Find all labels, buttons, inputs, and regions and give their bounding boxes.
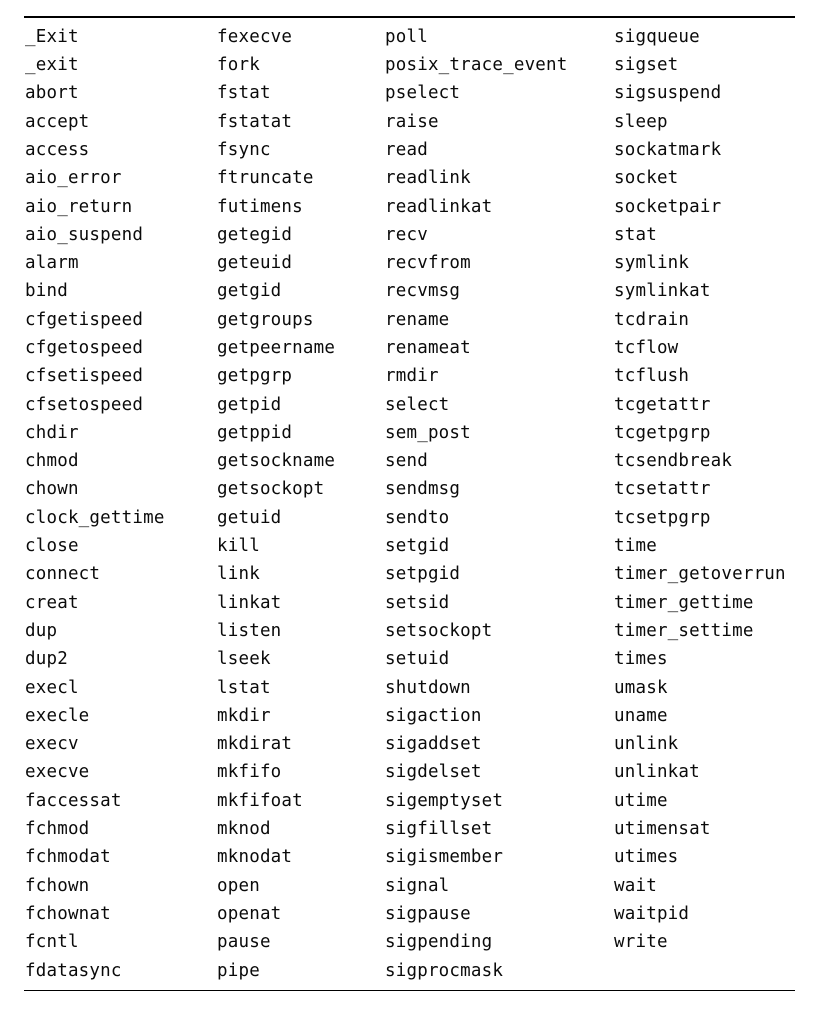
function-name-cell: _exit bbox=[25, 55, 79, 76]
function-name-cell: link bbox=[217, 564, 260, 585]
function-name-cell: sleep bbox=[614, 111, 668, 132]
function-name-cell: utimensat bbox=[614, 819, 711, 840]
function-name-cell: fchmodat bbox=[25, 847, 111, 868]
function-name-cell: connect bbox=[25, 564, 101, 585]
function-name-cell: symlinkat bbox=[614, 281, 711, 302]
function-name-cell: getgid bbox=[217, 281, 282, 302]
function-name-cell: getpid bbox=[217, 394, 282, 415]
function-name-cell: sigsuspend bbox=[614, 83, 722, 104]
function-name-cell: getpgrp bbox=[217, 366, 293, 387]
function-name-cell: mkdir bbox=[217, 705, 271, 726]
function-name-cell: tcsendbreak bbox=[614, 451, 733, 472]
function-name-cell: pipe bbox=[217, 960, 260, 981]
function-name-cell: signal bbox=[385, 875, 450, 896]
function-name-cell: execv bbox=[25, 734, 79, 755]
function-name-cell: chdir bbox=[25, 422, 79, 443]
table-bottom-rule bbox=[24, 990, 795, 992]
function-name-cell: alarm bbox=[25, 253, 79, 274]
function-name-cell: sigpending bbox=[385, 932, 493, 953]
functions-table bbox=[24, 16, 795, 991]
function-name-cell: cfsetospeed bbox=[25, 394, 144, 415]
function-name-cell: sendmsg bbox=[385, 479, 461, 500]
function-name-cell: fexecve bbox=[217, 26, 293, 47]
function-name-cell: creat bbox=[25, 592, 79, 613]
function-name-cell: cfsetispeed bbox=[25, 366, 144, 387]
function-name-cell: dup2 bbox=[25, 649, 68, 670]
function-name-cell: timer_gettime bbox=[614, 592, 754, 613]
function-name-cell: sigismember bbox=[385, 847, 504, 868]
function-name-cell: umask bbox=[614, 677, 668, 698]
function-name-cell: getsockopt bbox=[217, 479, 325, 500]
function-name-cell: write bbox=[614, 932, 668, 953]
function-name-cell: mknod bbox=[217, 819, 271, 840]
function-name-cell: timer_getoverrun bbox=[614, 564, 786, 585]
function-name-cell: fstat bbox=[217, 83, 271, 104]
function-name-cell: utime bbox=[614, 790, 668, 811]
function-name-cell: getsockname bbox=[217, 451, 336, 472]
function-name-cell: execve bbox=[25, 762, 90, 783]
function-name-cell: raise bbox=[385, 111, 439, 132]
function-name-cell: recvmsg bbox=[385, 281, 461, 302]
function-name-cell: aio_return bbox=[25, 196, 133, 217]
function-name-cell: send bbox=[385, 451, 428, 472]
function-name-cell: clock_gettime bbox=[25, 507, 165, 528]
function-name-cell: symlink bbox=[614, 253, 690, 274]
function-name-cell: sigemptyset bbox=[385, 790, 504, 811]
function-name-cell: accept bbox=[25, 111, 90, 132]
function-name-cell: sendto bbox=[385, 507, 450, 528]
function-name-cell: socket bbox=[614, 168, 679, 189]
function-name-cell: mkfifoat bbox=[217, 790, 303, 811]
function-name-cell: uname bbox=[614, 705, 668, 726]
function-name-cell: getuid bbox=[217, 507, 282, 528]
function-name-cell: pselect bbox=[385, 83, 461, 104]
function-name-cell: sigdelset bbox=[385, 762, 482, 783]
function-name-cell: setsid bbox=[385, 592, 450, 613]
function-name-cell: recv bbox=[385, 224, 428, 245]
function-name-cell: sockatmark bbox=[614, 139, 722, 160]
function-name-cell: posix_trace_event bbox=[385, 55, 568, 76]
function-name-cell: tcsetattr bbox=[614, 479, 711, 500]
function-name-cell: geteuid bbox=[217, 253, 293, 274]
function-name-cell: socketpair bbox=[614, 196, 722, 217]
function-name-cell: close bbox=[25, 536, 79, 557]
function-name-cell: pause bbox=[217, 932, 271, 953]
function-name-cell: tcgetattr bbox=[614, 394, 711, 415]
function-name-cell: bind bbox=[25, 281, 68, 302]
function-name-cell: fchown bbox=[25, 875, 90, 896]
function-name-cell: read bbox=[385, 139, 428, 160]
function-name-cell: getegid bbox=[217, 224, 293, 245]
function-name-cell: sigpause bbox=[385, 903, 471, 924]
function-name-cell: lstat bbox=[217, 677, 271, 698]
function-name-cell: abort bbox=[25, 83, 79, 104]
function-name-cell: tcdrain bbox=[614, 309, 690, 330]
function-name-cell: dup bbox=[25, 620, 58, 641]
function-name-cell: rmdir bbox=[385, 366, 439, 387]
function-name-cell: ftruncate bbox=[217, 168, 314, 189]
function-name-cell: unlink bbox=[614, 734, 679, 755]
function-name-cell: getgroups bbox=[217, 309, 314, 330]
function-name-cell: rename bbox=[385, 309, 450, 330]
function-name-cell: setsockopt bbox=[385, 620, 493, 641]
function-name-cell: aio_error bbox=[25, 168, 122, 189]
function-name-cell: tcflush bbox=[614, 366, 690, 387]
function-name-cell: getppid bbox=[217, 422, 293, 443]
function-name-cell: open bbox=[217, 875, 260, 896]
functions-grid bbox=[24, 18, 795, 990]
function-name-cell: execl bbox=[25, 677, 79, 698]
function-name-cell: tcsetpgrp bbox=[614, 507, 711, 528]
function-name-cell: sigqueue bbox=[614, 26, 700, 47]
function-name-cell: renameat bbox=[385, 338, 471, 358]
function-name-cell: execle bbox=[25, 705, 90, 726]
function-name-cell: sigaddset bbox=[385, 734, 482, 755]
function-name-cell: futimens bbox=[217, 196, 303, 217]
function-name-cell: fdatasync bbox=[25, 960, 122, 981]
function-name-cell: aio_suspend bbox=[25, 224, 144, 245]
function-name-cell: readlinkat bbox=[385, 196, 493, 217]
function-name-cell: fsync bbox=[217, 139, 271, 160]
function-name-cell: chown bbox=[25, 479, 79, 500]
function-name-cell: utimes bbox=[614, 847, 679, 868]
function-name-cell: cfgetospeed bbox=[25, 338, 144, 358]
function-name-cell: sigprocmask bbox=[385, 960, 504, 981]
function-name-cell: linkat bbox=[217, 592, 282, 613]
function-name-cell: tcgetpgrp bbox=[614, 422, 711, 443]
function-name-cell: setuid bbox=[385, 649, 450, 670]
function-name-cell: mkfifo bbox=[217, 762, 282, 783]
function-name-cell: recvfrom bbox=[385, 253, 471, 274]
function-name-cell: time bbox=[614, 536, 657, 557]
function-name-cell: chmod bbox=[25, 451, 79, 472]
function-name-cell: getpeername bbox=[217, 338, 336, 358]
function-name-cell: kill bbox=[217, 536, 260, 557]
function-name-cell: unlinkat bbox=[614, 762, 700, 783]
function-name-cell: stat bbox=[614, 224, 657, 245]
function-name-cell: times bbox=[614, 649, 668, 670]
function-name-cell: sem_post bbox=[385, 422, 471, 443]
function-name-cell: fcntl bbox=[25, 932, 79, 953]
function-name-cell: setpgid bbox=[385, 564, 461, 585]
function-name-cell: openat bbox=[217, 903, 282, 924]
function-name-cell: access bbox=[25, 139, 90, 160]
function-name-cell: fstatat bbox=[217, 111, 293, 132]
function-name-cell: _Exit bbox=[25, 26, 79, 47]
function-name-cell: sigset bbox=[614, 55, 679, 76]
function-name-cell: setgid bbox=[385, 536, 450, 557]
function-name-cell: tcflow bbox=[614, 338, 679, 358]
function-name-cell: fork bbox=[217, 55, 260, 76]
function-name-cell: listen bbox=[217, 620, 282, 641]
function-name-cell: select bbox=[385, 394, 450, 415]
function-name-cell: mkdirat bbox=[217, 734, 293, 755]
function-name-cell: fchmod bbox=[25, 819, 90, 840]
function-name-cell: sigaction bbox=[385, 705, 482, 726]
function-name-cell: readlink bbox=[385, 168, 471, 189]
function-name-cell: mknodat bbox=[217, 847, 293, 868]
function-name-cell: shutdown bbox=[385, 677, 471, 698]
function-name-cell: wait bbox=[614, 875, 657, 896]
function-name-cell: waitpid bbox=[614, 903, 690, 924]
function-name-cell: timer_settime bbox=[614, 620, 754, 641]
function-name-cell: fchownat bbox=[25, 903, 111, 924]
function-name-cell: faccessat bbox=[25, 790, 122, 811]
function-name-cell: lseek bbox=[217, 649, 271, 670]
function-name-cell bbox=[613, 956, 795, 984]
function-name-cell: cfgetispeed bbox=[25, 309, 144, 330]
function-name-cell: poll bbox=[385, 26, 428, 47]
function-name-cell: sigfillset bbox=[385, 819, 493, 840]
